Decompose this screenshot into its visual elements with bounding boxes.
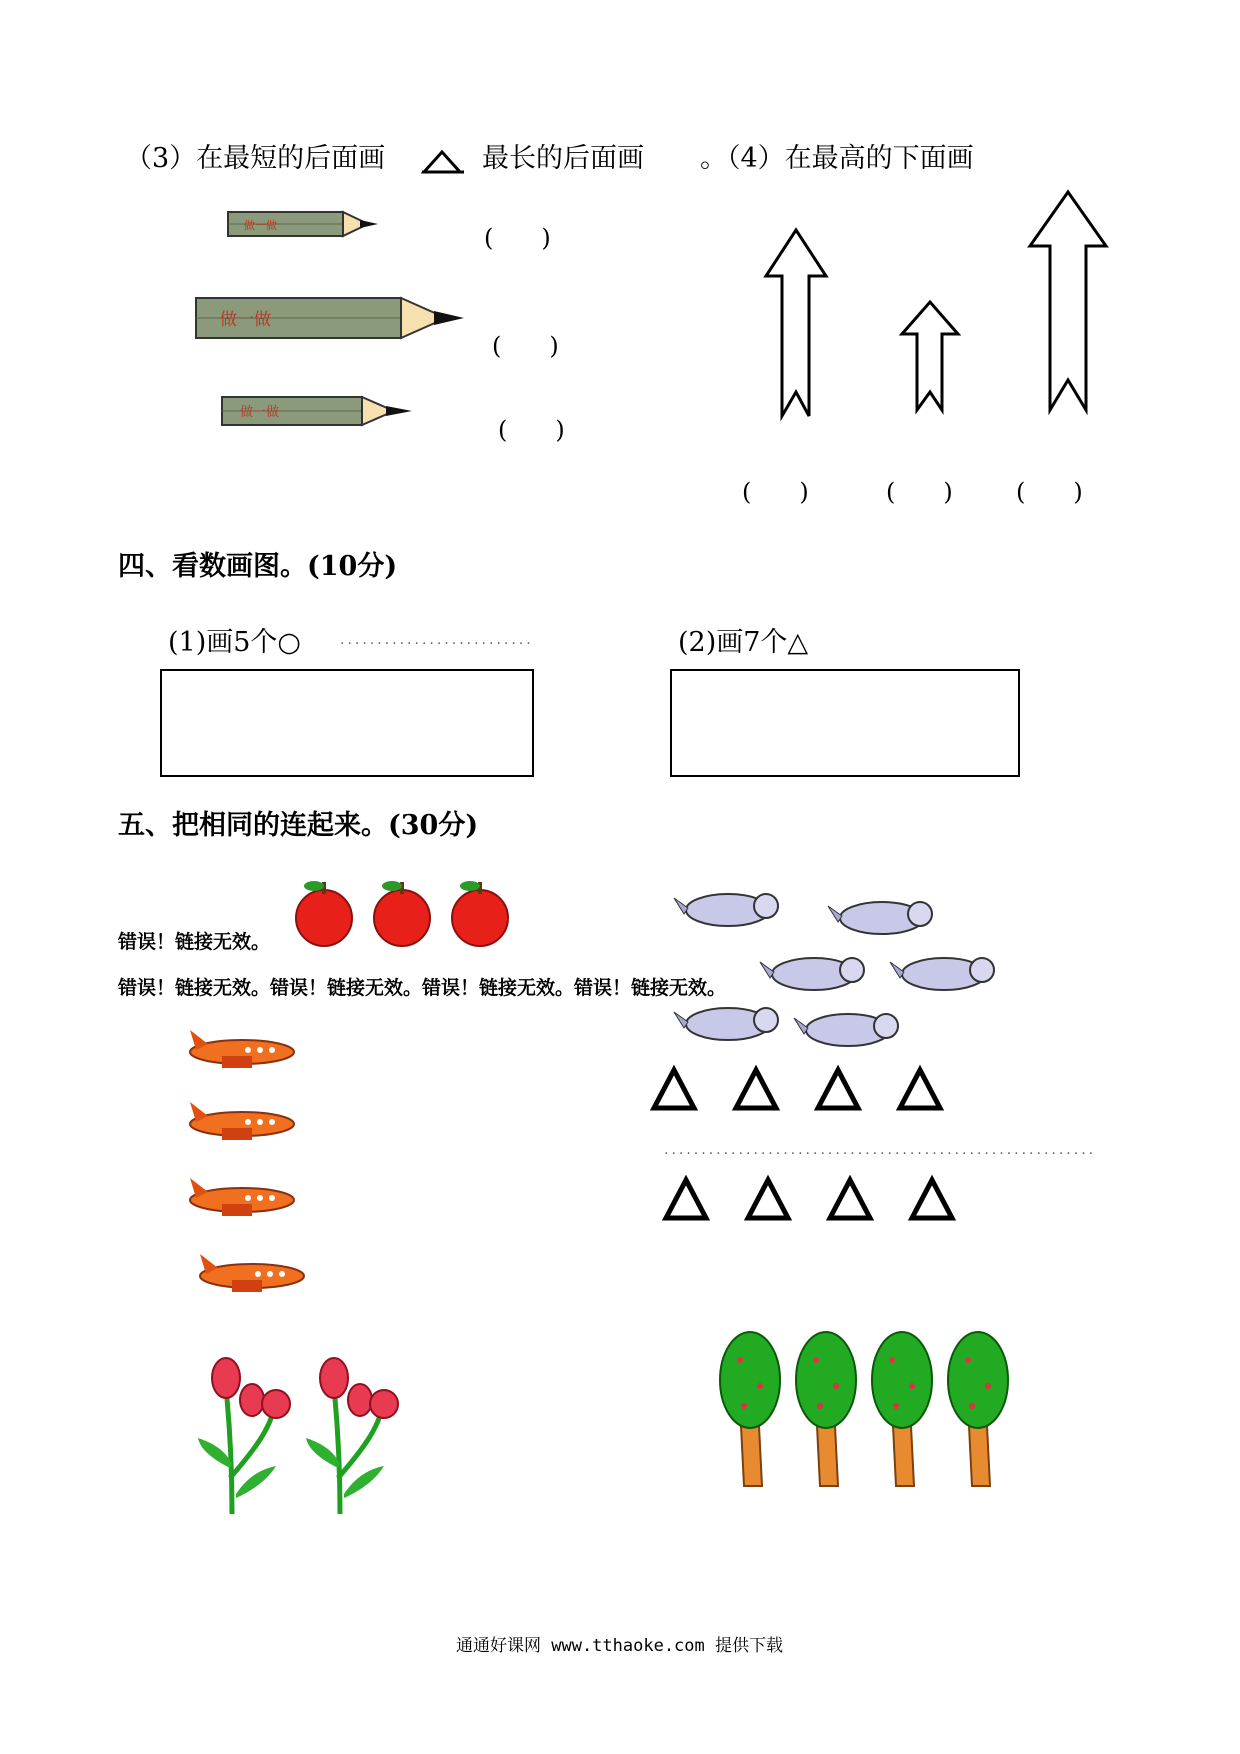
section4-item1: (1)画5个○ bbox=[168, 627, 301, 658]
airplane-group bbox=[184, 1030, 324, 1310]
pencil-label: 做一做 bbox=[220, 310, 271, 330]
bird-icon bbox=[794, 1014, 898, 1046]
triangle-icon bbox=[748, 1180, 788, 1218]
tree-icon bbox=[948, 1332, 1008, 1486]
airplane-icon bbox=[190, 1030, 294, 1068]
arrow-tall bbox=[1028, 190, 1108, 412]
triangle-icon bbox=[420, 148, 464, 174]
pencil-short bbox=[228, 210, 380, 240]
pencil-answer-2[interactable]: ( ) bbox=[492, 332, 559, 360]
pencil-label: 做一做 bbox=[244, 219, 277, 232]
tree-icon bbox=[720, 1332, 780, 1486]
bird-icon bbox=[674, 894, 778, 926]
arrow-medium bbox=[764, 228, 828, 418]
bird-icon bbox=[760, 958, 864, 990]
arrow-answer-3[interactable]: ( ) bbox=[1016, 478, 1083, 506]
dotted-leader: .......................... bbox=[340, 632, 534, 648]
airplane-icon bbox=[190, 1178, 294, 1216]
tulip-group bbox=[196, 1348, 406, 1518]
airplane-icon bbox=[200, 1254, 304, 1292]
apple-group bbox=[292, 876, 512, 948]
bird-icon bbox=[828, 902, 932, 934]
triangle-icon bbox=[830, 1180, 870, 1218]
tree-icon bbox=[872, 1332, 932, 1486]
tulip-icon bbox=[198, 1358, 290, 1514]
apple-icon bbox=[374, 881, 430, 946]
bird-group bbox=[672, 868, 1012, 1058]
bird-icon bbox=[890, 958, 994, 990]
arrow-answer-1[interactable]: ( ) bbox=[742, 478, 809, 506]
dotted-leader: .......................................................... bbox=[664, 1142, 1097, 1158]
section4-item2: (2)画7个△ bbox=[678, 627, 809, 658]
pencil-label: 做一做 bbox=[240, 405, 280, 420]
tulip-icon bbox=[306, 1358, 398, 1514]
pencil-answer-1[interactable]: ( ) bbox=[484, 224, 551, 252]
apple-icon bbox=[296, 881, 352, 946]
arrow-short bbox=[900, 300, 960, 412]
triangle-icon bbox=[912, 1180, 952, 1218]
bird-icon bbox=[674, 1008, 778, 1040]
triangle-icon bbox=[900, 1070, 940, 1108]
triangle-row-1 bbox=[650, 1064, 950, 1112]
triangle-icon bbox=[818, 1070, 858, 1108]
triangle-icon bbox=[654, 1070, 694, 1108]
section5-heading: 五、把相同的连起来。(30分) bbox=[118, 810, 479, 841]
error-text-1: 错误！链接无效。 bbox=[118, 931, 271, 953]
triangle-icon bbox=[666, 1180, 706, 1218]
tree-group bbox=[718, 1330, 1018, 1490]
triangle-row-2 bbox=[662, 1174, 962, 1222]
q3-prefix: （3）在最短的后面画 bbox=[125, 143, 386, 174]
draw-box-triangles[interactable] bbox=[670, 669, 1020, 777]
error-text-2: 错误！链接无效。错误！链接无效。错误！链接无效。错误！链接无效。 bbox=[118, 977, 727, 999]
airplane-icon bbox=[190, 1102, 294, 1140]
pencil-long bbox=[196, 294, 466, 342]
apple-icon bbox=[452, 881, 508, 946]
draw-box-circles[interactable] bbox=[160, 669, 534, 777]
footer-text: 通通好课网 www.tthaoke.com 提供下载 bbox=[456, 1636, 783, 1656]
pencil-medium bbox=[222, 394, 414, 428]
pencil-answer-3[interactable]: ( ) bbox=[498, 416, 565, 444]
triangle-icon bbox=[736, 1070, 776, 1108]
arrow-answer-2[interactable]: ( ) bbox=[886, 478, 953, 506]
q3-middle: 最长的后面画 bbox=[482, 143, 644, 174]
tree-icon bbox=[796, 1332, 856, 1486]
section4-heading: 四、看数画图。(10分) bbox=[118, 551, 398, 582]
q4-prefix: 。（4）在最高的下面画 bbox=[700, 143, 974, 174]
